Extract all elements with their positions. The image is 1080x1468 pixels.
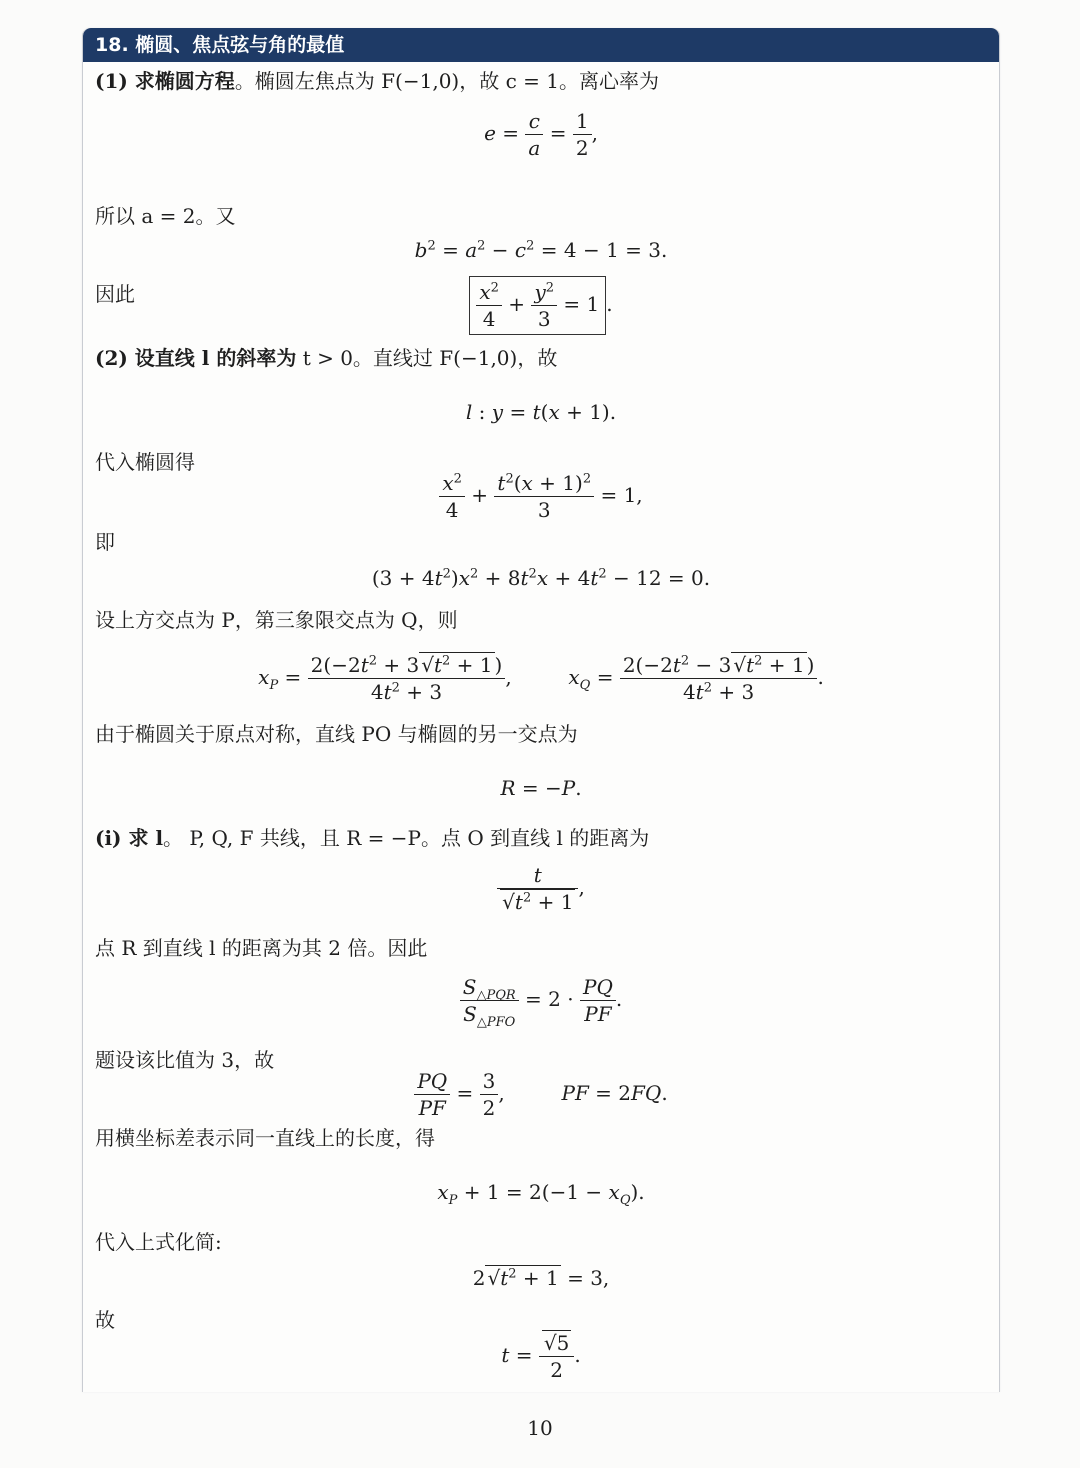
eq-eccentricity: [83, 108, 999, 161]
eq-e-render: e = $\frac{c}{a}$ = $\frac{1}{2}$ ,: [484, 109, 598, 160]
eq-area-render: $\frac{S_{\triangle PQR}}{S_{\triangle PFO}}$ = 2 · $\frac{PQ}{PF}$ .: [460, 987, 622, 1011]
eq-t-result: [83, 1330, 999, 1383]
eq-line-render: l : y = t(x + 1).: [465, 400, 617, 424]
eq-line: [83, 398, 999, 426]
eq-substituted: [83, 470, 999, 523]
eq-b-squared: [83, 236, 999, 264]
eq-coord-render: $x_P + 1 = 2(-1 - x_Q)$.: [437, 1180, 645, 1208]
eq-b-render: $b^2 = a^2 - c^2 = 4 - 1 = 3$.: [414, 238, 668, 262]
eq-r: [83, 774, 999, 802]
eq-ratio-render: $\frac{PQ}{PF}$ = $\frac{3}{2}$ ,: [414, 1081, 504, 1105]
eq-r-render: R = −P.: [500, 776, 582, 800]
document-card: [82, 28, 1000, 1392]
symmetry-text: 由于椭圆关于原点对称，直线 PO 与椭圆的另一交点为: [95, 722, 578, 746]
therefore-text: 故: [95, 1308, 115, 1332]
eq-xq-render: $x_Q$ = $\frac{2(-2t^2 - 3 √t^2 + 1 )}{4t^2 + 3}$ .: [568, 653, 824, 704]
points-intro: 设上方交点为 P，第三象限交点为 Q，则: [95, 608, 458, 632]
substitute-text: 代入椭圆得: [95, 450, 195, 474]
part-2-intro: (2) 设直线 l 的斜率为 t > 0。直线过 F(−1,0)，故: [95, 346, 558, 370]
eq-coordinates: [83, 1178, 999, 1206]
eq-sub-render: $\frac{x^2}{4}$ + $\frac{t^2(x + 1)^2}{3}$ = 1,: [439, 483, 642, 507]
namely-text: 即: [95, 530, 115, 554]
eq-t-render: t = $\frac{√5}{2}$ .: [501, 1331, 581, 1382]
page-number: 10: [527, 1416, 553, 1440]
eq-simpl-render: 2 $√t^2 + 1 = 3$,: [472, 1266, 610, 1290]
eq-roots: [83, 652, 999, 705]
boxed-answer: $\frac{x^2}{4}$ + $\frac{y^2}{3}$ = 1: [469, 276, 606, 335]
eq-quad-render: $(3 + 4t^2)x^2 + 8t^2x + 4t^2 - 12 = 0$.: [371, 566, 711, 590]
part-1-a-value: 所以 a = 2。又: [95, 204, 236, 228]
eq-ratio: [83, 1068, 999, 1121]
ratio-given-text: 题设该比值为 3，故: [95, 1048, 275, 1072]
eq-dist-render: $\frac{t}{√t^2 + 1}$ ,: [497, 875, 585, 899]
eq-distance: [83, 862, 999, 915]
part-1-conclusion: 因此: [95, 282, 135, 306]
eq-pf-render: PF = 2FQ.: [561, 1081, 668, 1105]
simplify-text: 代入上式化简:: [95, 1230, 222, 1254]
coordinate-text: 用横坐标差表示同一直线上的长度，得: [95, 1126, 435, 1150]
part-i-intro: (i) 求 l。 P, Q, F 共线，且 R = −P。点 O 到直线 l 的距离为: [95, 826, 650, 850]
part-1-intro: (1) 求椭圆方程。椭圆左焦点为 F(−1,0)，故 c = 1。离心率为: [95, 69, 659, 93]
section-header: 18. 椭圆、焦点弦与角的最值: [83, 28, 999, 62]
eq-area-ratio: [83, 974, 999, 1030]
eq-simplified: [83, 1264, 999, 1292]
distance-double-text: 点 R 到直线 l 的距离为其 2 倍。因此: [95, 936, 428, 960]
eq-xp-render: $x_P$ = $\frac{2(-2t^2 + 3 √t^2 + 1 )}{4t^2 + 3}$ ,: [258, 653, 512, 704]
eq-quadratic: [83, 564, 999, 592]
eq-ellipse-boxed: $\frac{x^2}{4}$ + $\frac{y^2}{3}$ = 1 .: [83, 276, 999, 335]
